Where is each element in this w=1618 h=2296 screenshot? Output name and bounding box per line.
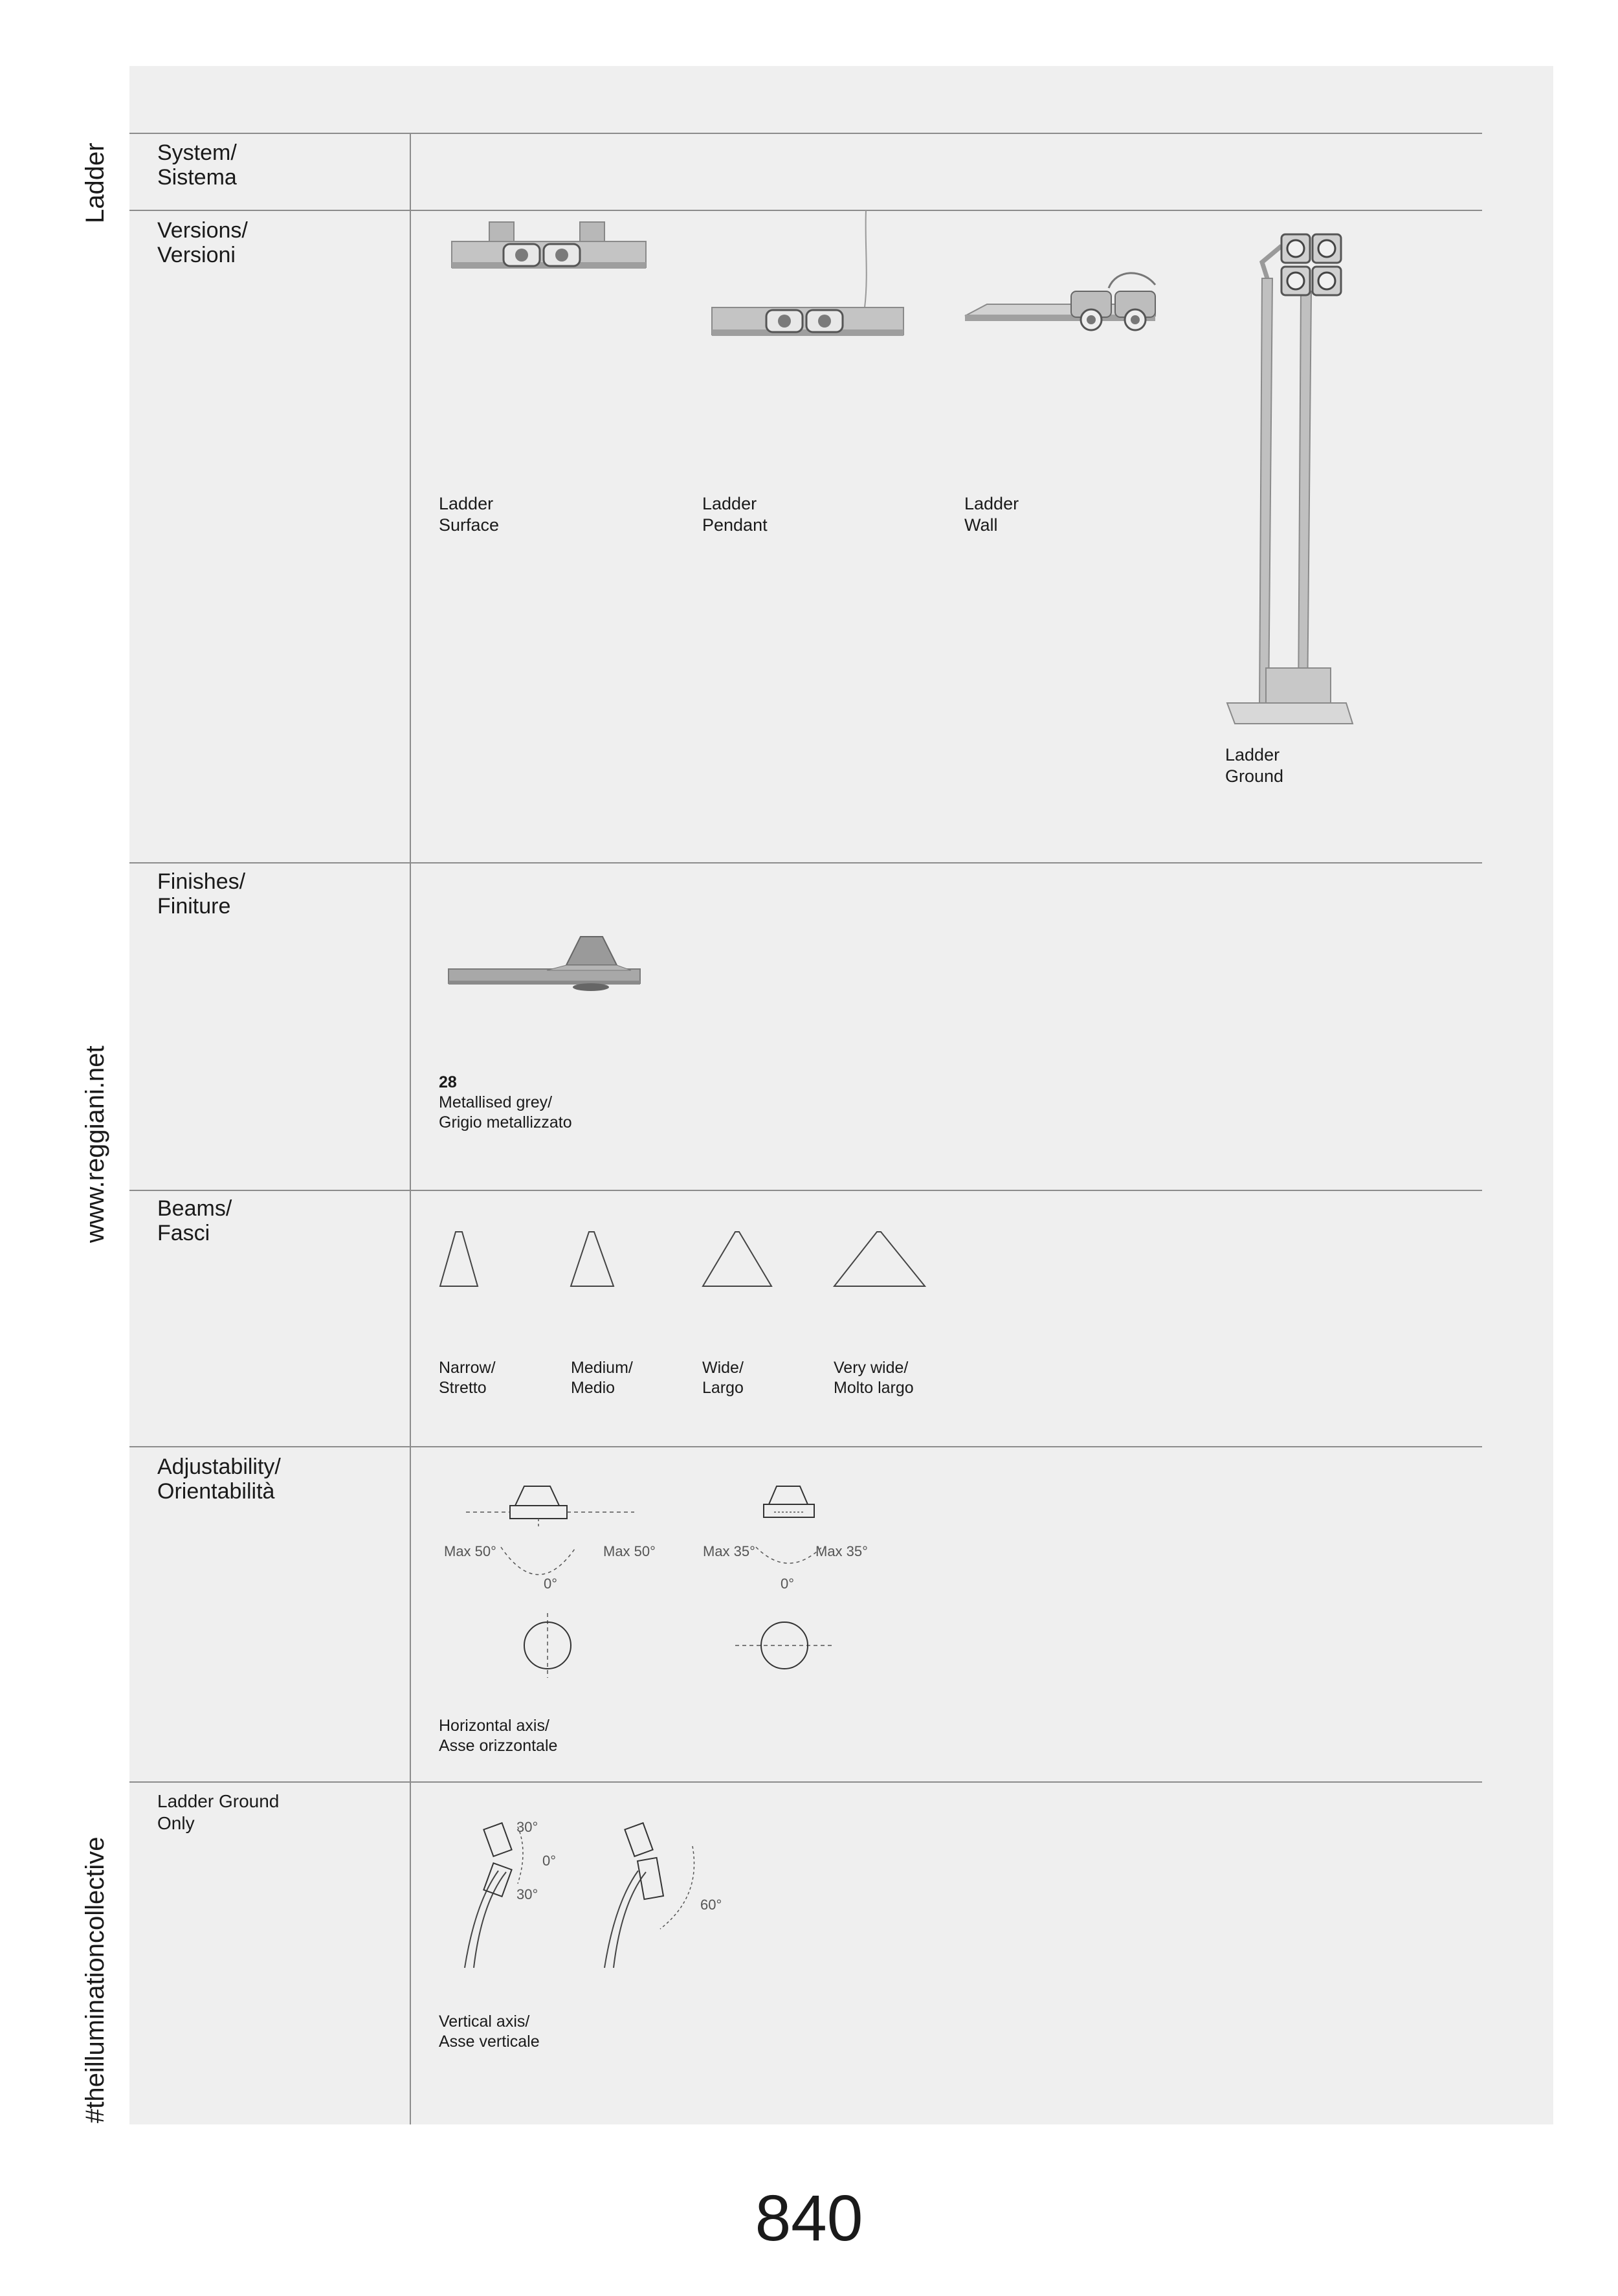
sidebar-website: www.reggiani.net [81, 1045, 109, 1243]
ladder-ground-image [1217, 227, 1359, 731]
ground-only-label: Ladder Ground Only [157, 1791, 280, 1833]
beam-caption-medium: Medium/ Medio [571, 1359, 633, 1397]
rule [129, 133, 1482, 134]
horizontal-adjust-diagram-50 [440, 1476, 660, 1689]
page-number: 840 [755, 2182, 863, 2255]
versions-label: Versions/ Versioni [157, 218, 248, 267]
beam-very-wide-icon [832, 1227, 929, 1291]
column-divider [410, 133, 411, 2124]
adjust-35-center-label: 0° [781, 1576, 795, 1592]
rule [129, 862, 1482, 864]
vertical-30-top-label: 30° [516, 1819, 538, 1835]
ladder-wall-image [961, 265, 1181, 337]
version-caption-pendant: Ladder Pendant [702, 494, 768, 535]
system-label: System/ Sistema [157, 140, 237, 190]
adjustability-label: Adjustability/ Orientabilità [157, 1455, 281, 1504]
adjustability-caption: Horizontal axis/ Asse orizzontale [439, 1717, 558, 1755]
beam-caption-narrow: Narrow/ Stretto [439, 1359, 496, 1397]
beam-medium-icon [563, 1227, 621, 1291]
sidebar-product: Ladder [81, 142, 109, 223]
version-caption-surface: Ladder Surface [439, 494, 500, 535]
ground-caption: Vertical axis/ Asse verticale [439, 2012, 540, 2051]
beams-label: Beams/ Fasci [157, 1196, 232, 1245]
rule [129, 1190, 1482, 1191]
finish-swatch-image [443, 929, 650, 1000]
vertical-60-label: 60° [700, 1897, 722, 1913]
beam-caption-very-wide: Very wide/ Molto largo [834, 1359, 914, 1397]
beam-wide-icon [699, 1227, 777, 1291]
vertical-adjust-diagram-30 [453, 1812, 570, 1974]
version-caption-ground: Ladder Ground [1225, 745, 1284, 786]
adjust-35-right-label: Max 35° [815, 1543, 868, 1559]
adjust-35-left-label: Max 35° [703, 1543, 755, 1559]
version-caption-wall: Ladder Wall [964, 494, 1019, 535]
horizontal-adjust-diagram-35 [699, 1476, 893, 1689]
finishes-label: Finishes/ Finiture [157, 869, 246, 919]
vertical-0-label: 0° [542, 1853, 557, 1869]
beam-caption-wide: Wide/ Largo [702, 1359, 744, 1397]
rule [129, 1446, 1482, 1447]
ladder-pendant-image [705, 210, 913, 350]
vertical-30-bottom-label: 30° [516, 1886, 538, 1902]
vertical-adjust-diagram-60 [595, 1812, 738, 1974]
sidebar-hashtag: #theilluminationcollective [81, 1836, 109, 2123]
ladder-surface-image [447, 217, 654, 282]
beam-narrow-icon [434, 1227, 485, 1291]
adjust-50-center-label: 0° [544, 1576, 558, 1592]
adjust-50-left-label: Max 50° [444, 1543, 496, 1559]
adjust-50-right-label: Max 50° [603, 1543, 656, 1559]
rule [129, 1781, 1482, 1783]
finish-caption: 28 Metallised grey/ Grigio metallizzato [439, 1073, 572, 1131]
